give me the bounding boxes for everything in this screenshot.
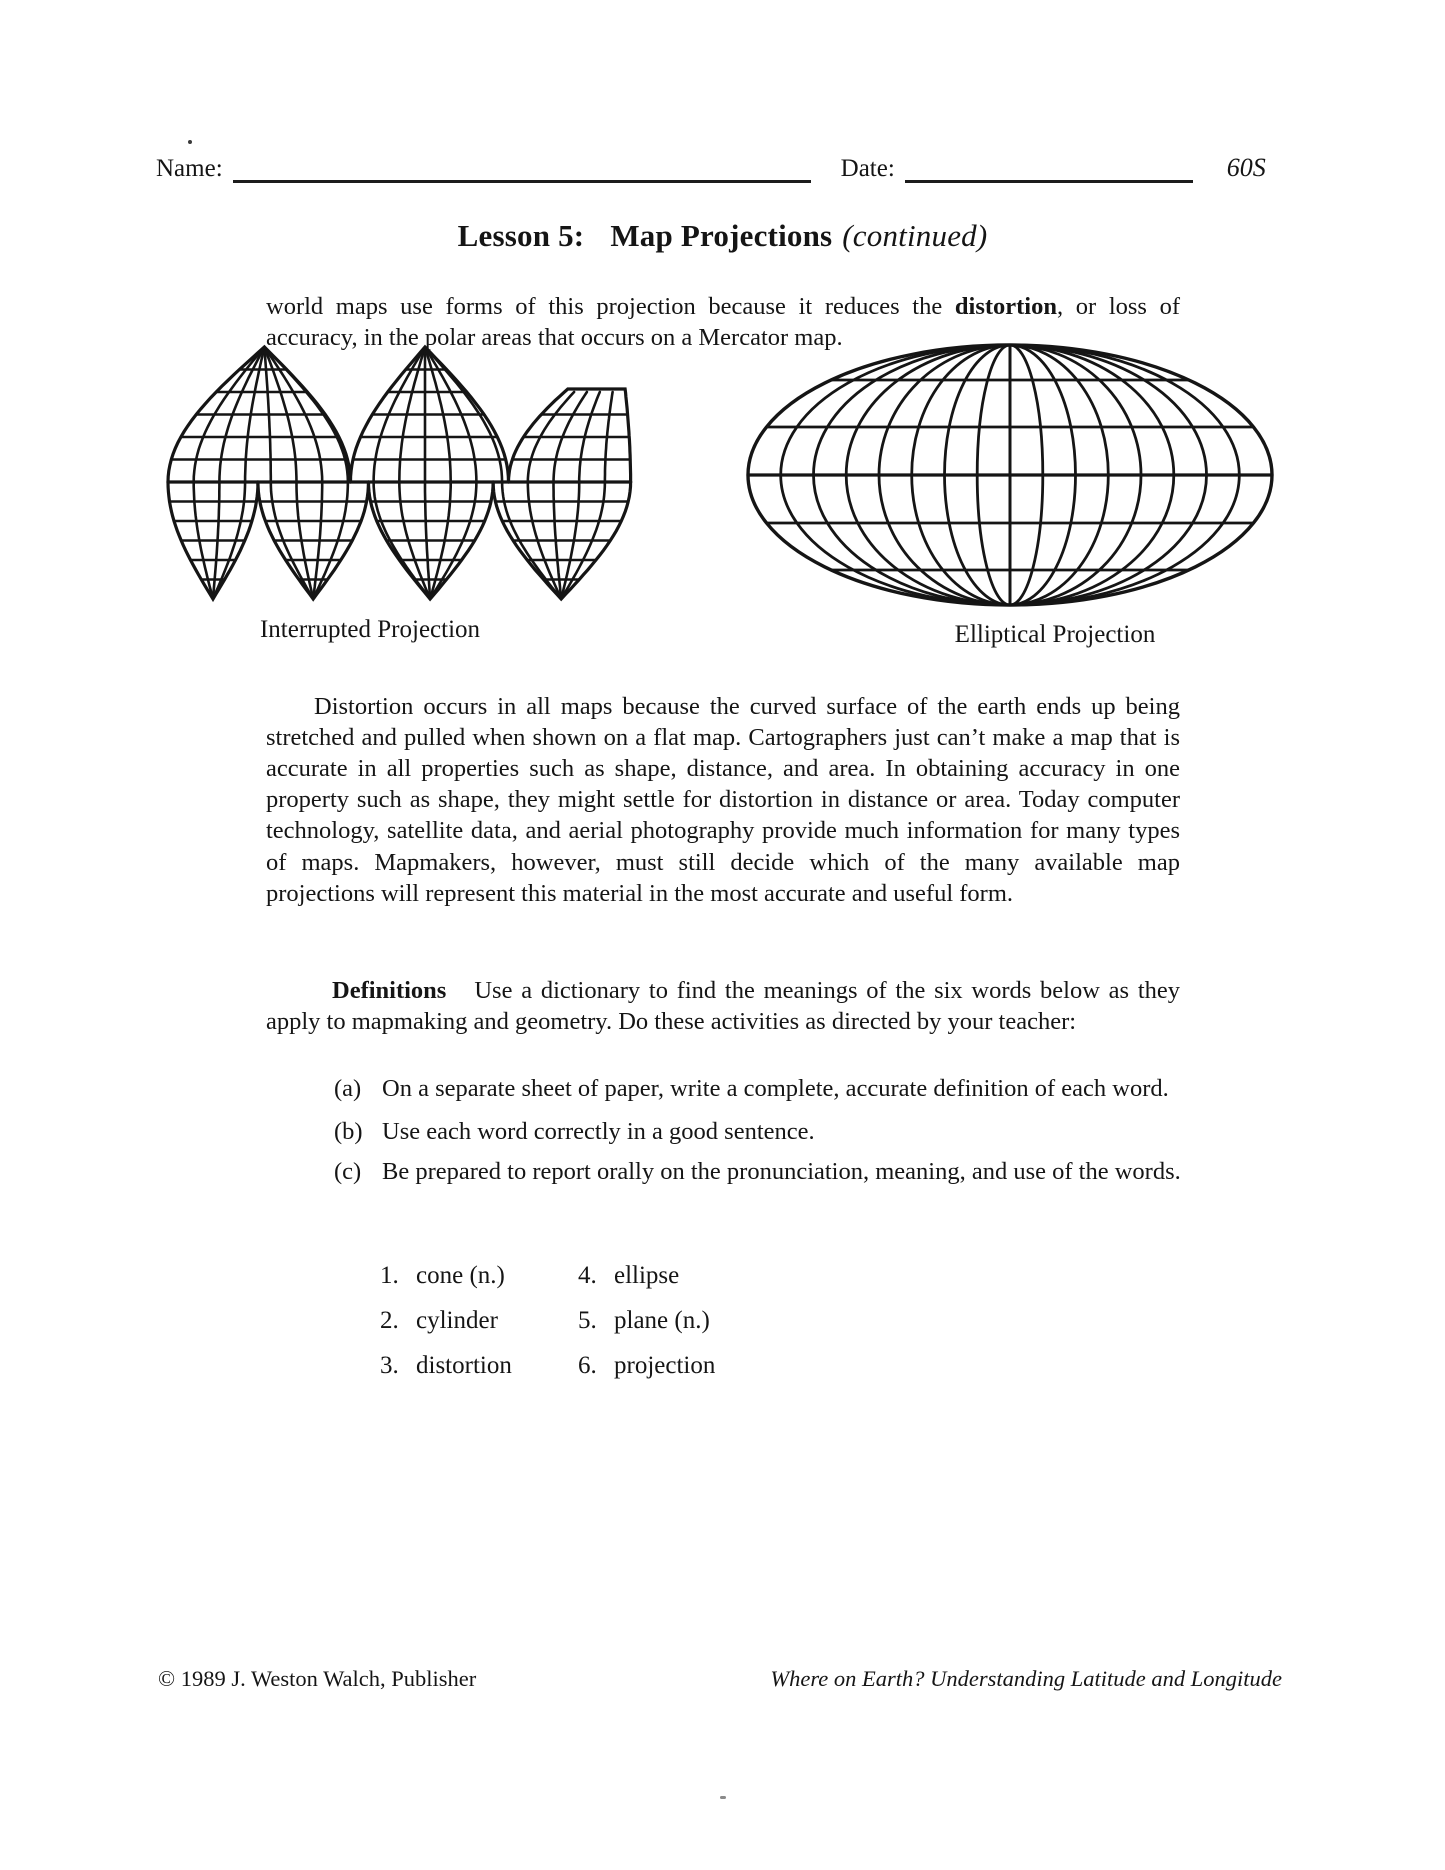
activity-text-a: On a separate sheet of paper, write a complete, accurate definition of each word. [382, 1075, 1169, 1102]
vocab-num-1: 1. [380, 1262, 399, 1289]
footer-copyright: © 1989 J. Weston Walch, Publisher [158, 1666, 477, 1691]
activity-text-c: Be prepared to report orally on the pronunciation, meaning, and use of the words. [382, 1158, 1181, 1185]
intro-text-before: world maps use forms of this projection because it reduces the [266, 292, 955, 320]
intro-text-after: , or loss of accuracy, in the polar areas that occurs on a Mercator map. [266, 292, 1181, 351]
activity-marker-b: (b) [334, 1118, 363, 1145]
vocab-item-2 [380, 1307, 578, 1335]
date-blank-line [905, 150, 1193, 183]
vocab-word-6: projection [614, 1352, 716, 1379]
vocab-num-4: 4. [578, 1262, 597, 1289]
lesson-title [0, 218, 1445, 254]
page-code: 60S [1226, 153, 1266, 182]
elliptical-projection-caption: Elliptical Projection [954, 621, 1156, 648]
vocab-word-5: plane (n.) [614, 1307, 710, 1334]
scan-speck-top [188, 140, 192, 144]
activity-item-b [334, 1115, 1182, 1149]
definitions-paragraph [266, 975, 1180, 1037]
name-label: Name: [156, 155, 223, 182]
intro-bold-word: distortion [954, 292, 1057, 320]
date-label: Date: [840, 155, 895, 182]
vocab-item-6 [578, 1352, 715, 1380]
lesson-subject: Map Projections [610, 218, 833, 253]
footer [158, 1666, 1282, 1692]
vocab-num-6: 6. [578, 1352, 597, 1379]
interrupted-projection-caption: Interrupted Projection [259, 616, 481, 643]
interrupted-projection-figure [150, 340, 655, 612]
vocabulary-column-1 [380, 1262, 578, 1397]
activity-marker-a: (a) [334, 1075, 362, 1102]
vocab-num-2: 2. [380, 1307, 399, 1334]
vocabulary-list [380, 1262, 715, 1397]
activity-item-a [334, 1072, 1182, 1106]
definitions-heading: Definitions [332, 976, 447, 1004]
lesson-number: Lesson 5: [457, 218, 585, 253]
activity-text-b: Use each word correctly in a good sentence. [382, 1118, 815, 1145]
vocabulary-column-2 [578, 1262, 715, 1397]
vocab-item-1 [380, 1262, 578, 1290]
vocab-num-5: 5. [578, 1307, 597, 1334]
activities-list [334, 1072, 1182, 1198]
activity-marker-c: (c) [334, 1158, 362, 1185]
vocab-item-4 [578, 1262, 715, 1290]
body-paragraph: Distortion occurs in all maps because the curved surface of the earth ends up being stretched and pulled when shown on a flat map. Cartographers just can’t make a map that is accurate in all properties such as shape, distance, and area. In obtaining accuracy in one property such as shape, they might settle for distortion in distance or area. Today computer technology, satellite data, and aerial photography provide much information for many types of maps. Mapmakers, however, must still decide which of the many available map projections will represent this material in the most accurate and useful form. [266, 692, 1180, 907]
vocab-word-1: cone (n.) [416, 1262, 505, 1289]
header [156, 150, 1284, 183]
vocab-word-3: distortion [416, 1352, 512, 1379]
vocab-word-2: cylinder [416, 1307, 498, 1334]
activity-item-c [334, 1155, 1182, 1189]
vocab-num-3: 3. [380, 1352, 399, 1379]
vocab-item-3 [380, 1352, 578, 1380]
scan-speck-bottom [720, 1796, 726, 1799]
elliptical-projection-figure [733, 336, 1281, 616]
vocab-word-4: ellipse [614, 1262, 680, 1289]
name-blank-line [233, 150, 811, 183]
footer-book-title: Where on Earth? Understanding Latitude and Longitude [770, 1666, 1282, 1691]
definitions-text: Use a dictionary to find the meanings of the six words below as they apply to mapmaking and geometry. Do these activities as directed by your teacher: [266, 976, 1180, 1035]
vocab-item-5 [578, 1307, 715, 1335]
lesson-continued: (continued) [842, 218, 988, 253]
